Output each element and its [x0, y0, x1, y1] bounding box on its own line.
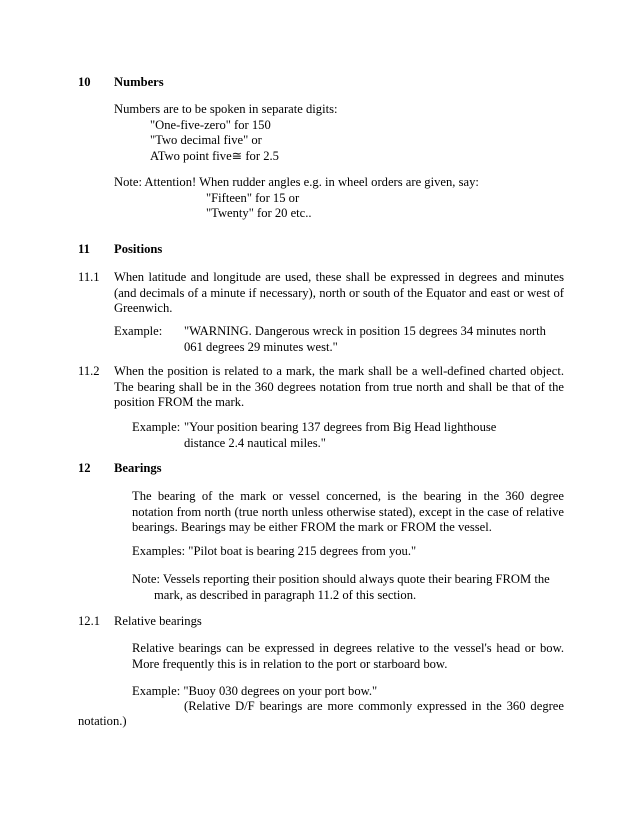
relative-bearings-paragraph: Relative bearings can be expressed in degrees relative to the vessel's head or bow. More frequently this is in relation to the port or starboard bow.: [132, 641, 564, 671]
section-12-1-title: Relative bearings: [114, 614, 202, 628]
example-line-2: 061 degrees 29 minutes west.": [184, 339, 338, 354]
example-label: Example:: [132, 420, 181, 434]
bearings-paragraph: The bearing of the mark or vessel concerned, is the bearing in the 360 degree notation from north (true north unless otherwise stated), except in the case of relative bearings. Bearings may be either FROM the mark or FROM the vessel.: [132, 489, 564, 535]
example-line-1: "Your position bearing 137 degrees from Big Head lighthouse: [184, 420, 497, 434]
numbers-note-text: Note: Attention! When rudder angles e.g. in wheel orders are given, say:: [114, 175, 479, 189]
bearings-examples: Examples: "Pilot boat is bearing 215 degrees from you.": [132, 544, 417, 558]
bearings-note-line-2: mark, as described in paragraph 11.2 of this section.: [154, 587, 417, 602]
relative-bearings-example-cont: (Relative D/F bearings are more commonly expressed in the 360 degree: [184, 699, 564, 713]
bearings-note-line-1: Note: Vessels reporting their position should always quote their bearing FROM the: [132, 572, 550, 586]
paragraph-11-2-text: When the position is related to a mark, the mark shall be a well-defined charted object. The bearing shall be in the 360 degrees notation from true north and shall be that of the position FROM the mark.: [114, 364, 564, 410]
numbers-note-example-1: "Fifteen" for 15 or: [206, 190, 300, 205]
numbers-example-1: "One-five-zero" for 150: [150, 117, 271, 132]
section-11-number: 11: [78, 242, 90, 256]
section-12-1-number: 12.1: [78, 614, 101, 628]
section-10-title: Numbers: [114, 75, 164, 89]
paragraph-11-2-number: 11.2: [78, 364, 100, 378]
relative-bearings-example: Example: "Buoy 030 degrees on your port bow.": [132, 684, 378, 698]
bearings-note: [132, 572, 564, 603]
example-line-1: "WARNING. Dangerous wreck in position 15 degrees 34 minutes north: [184, 324, 546, 338]
paragraph-11-1-example: [114, 324, 564, 355]
example-label: Example:: [114, 324, 163, 338]
paragraph-11-2-example: [132, 420, 564, 451]
numbers-note: [114, 175, 564, 222]
numbers-body: [114, 102, 564, 164]
section-12-title: Bearings: [114, 461, 162, 475]
numbers-example-3: ATwo point five≅ for 2.5: [150, 148, 279, 163]
paragraph-11-1-number: 11.1: [78, 270, 100, 284]
paragraph-11-1-text: When latitude and longitude are used, these shall be expressed in degrees and minutes (and decimals of a minute if necessary), north or south of the Equator and east or west of Greenwich.: [114, 270, 564, 316]
relative-bearings-example-end: notation.): [78, 714, 127, 728]
section-12-number: 12: [78, 461, 91, 475]
section-10-number: 10: [78, 75, 91, 89]
example-line-2: distance 2.4 nautical miles.": [184, 435, 326, 450]
numbers-intro: Numbers are to be spoken in separate digits:: [114, 102, 338, 116]
numbers-example-2: "Two decimal five" or: [150, 133, 262, 148]
numbers-note-example-2: "Twenty" for 20 etc..: [206, 206, 312, 221]
section-11-title: Positions: [114, 242, 163, 256]
